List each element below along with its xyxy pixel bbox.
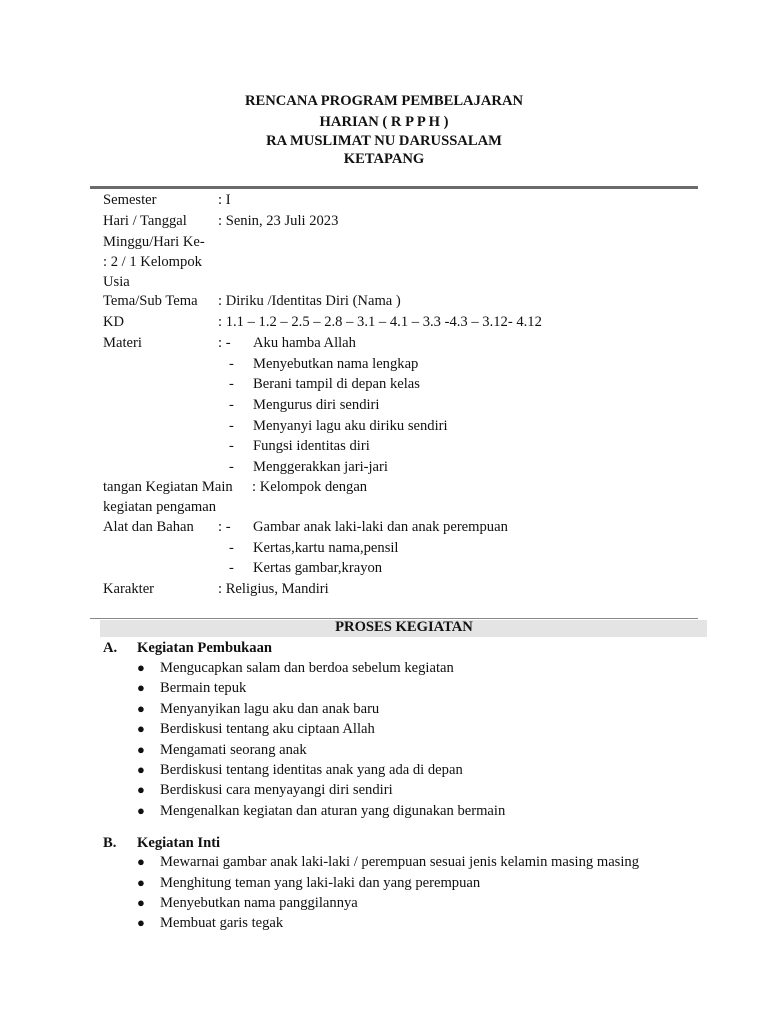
alat-colon: : - (218, 519, 231, 535)
section-a-title: Kegiatan Pembukaan (137, 640, 273, 656)
alat-item: Gambar anak laki-laki dan anak perempuan (253, 519, 508, 535)
list-item: Mengenalkan kegiatan dan aturan yang digunakan bermain (160, 803, 506, 819)
karakter-label: Karakter (103, 581, 155, 597)
list-item: Menyebutkan nama panggilannya (160, 895, 358, 911)
proses-heading: PROSES KEGIATAN (335, 619, 473, 635)
kd-label: KD (103, 314, 125, 330)
materi-item: Mengurus diri sendiri (253, 397, 380, 413)
tanggal-value: : Senin, 23 Juli 2023 (218, 213, 339, 229)
dash-marker: - (229, 438, 234, 454)
usia-label: Usia (103, 274, 130, 290)
dash-marker: - (229, 356, 234, 372)
bullet-dot: ● (137, 915, 145, 930)
list-item: Mengucapkan salam dan berdoa sebelum kegiatan (160, 660, 454, 676)
list-item: Membuat garis tegak (160, 915, 284, 931)
list-item: Mewarnai gambar anak laki-laki / perempuan sesuai jenis kelamin masing masing (160, 854, 640, 870)
alat-label: Alat dan Bahan (103, 519, 194, 535)
kegiatan-main-label-2: kegiatan pengaman (103, 499, 217, 515)
tema-value: : Diriku /Identitas Diri (Nama ) (218, 293, 401, 309)
dash-marker: - (229, 459, 234, 475)
bullet-dot: ● (137, 762, 145, 777)
list-item: Bermain tepuk (160, 680, 247, 696)
title-line-4: KETAPANG (343, 151, 425, 167)
bullet-dot: ● (137, 701, 145, 716)
materi-item: Menyanyi lagu aku diriku sendiri (253, 418, 448, 434)
bullet-dot: ● (137, 875, 145, 890)
minggu-label: Minggu/Hari Ke- (103, 234, 205, 250)
materi-item: Menggerakkan jari-jari (253, 459, 388, 475)
title-line-3: RA MUSLIMAT NU DARUSSALAM (266, 133, 502, 149)
bullet-dot: ● (137, 803, 145, 818)
materi-item: Aku hamba Allah (253, 335, 356, 351)
materi-item: Fungsi identitas diri (253, 438, 370, 454)
tema-label: Tema/Sub Tema (103, 293, 198, 309)
kd-value: : 1.1 – 1.2 – 2.5 – 2.8 – 3.1 – 4.1 – 3.3 -4.3 – 3.12- 4.12 (218, 314, 542, 330)
section-a-letter: A. (103, 640, 118, 656)
dash-marker: - (229, 560, 234, 576)
materi-item: Menyebutkan nama lengkap (253, 356, 419, 372)
alat-item: Kertas gambar,krayon (253, 560, 383, 576)
section-b-letter: B. (103, 835, 117, 851)
semester-label: Semester (103, 192, 157, 208)
materi-colon: : - (218, 335, 231, 351)
title-line-2: HARIAN ( R P P H ) (319, 114, 449, 130)
list-item: Berdiskusi tentang identitas anak yang ada di depan (160, 762, 463, 778)
bullet-dot: ● (137, 782, 145, 797)
bullet-dot: ● (137, 721, 145, 736)
bullet-dot: ● (137, 660, 145, 675)
materi-item: Berani tampil di depan kelas (253, 376, 420, 392)
list-item: Mengamati seorang anak (160, 742, 307, 758)
header-divider (90, 186, 698, 189)
section-b-title: Kegiatan Inti (137, 835, 221, 851)
dash-marker: - (229, 397, 234, 413)
title-line-1: RENCANA PROGRAM PEMBELAJARAN (244, 93, 524, 109)
list-item: Berdiskusi tentang aku ciptaan Allah (160, 721, 375, 737)
list-item: Menyanyikan lagu aku dan anak baru (160, 701, 380, 717)
materi-label: Materi (103, 335, 142, 351)
tanggal-label: Hari / Tanggal (103, 213, 187, 229)
kegiatan-main-label: tangan Kegiatan Main (103, 479, 233, 495)
list-item: Berdiskusi cara menyayangi diri sendiri (160, 782, 393, 798)
bullet-dot: ● (137, 742, 145, 757)
dash-marker: - (229, 540, 234, 556)
list-item: Menghitung teman yang laki-laki dan yang perempuan (160, 875, 481, 891)
bullet-dot: ● (137, 895, 145, 910)
minggu-value: : 2 / 1 Kelompok (103, 254, 202, 270)
semester-value: : I (218, 192, 231, 208)
dash-marker: - (229, 418, 234, 434)
karakter-value: : Religius, Mandiri (218, 581, 329, 597)
bullet-dot: ● (137, 854, 145, 869)
bullet-dot: ● (137, 680, 145, 695)
dash-marker: - (229, 376, 234, 392)
kegiatan-main-value: : Kelompok dengan (252, 479, 368, 495)
alat-item: Kertas,kartu nama,pensil (253, 540, 399, 556)
